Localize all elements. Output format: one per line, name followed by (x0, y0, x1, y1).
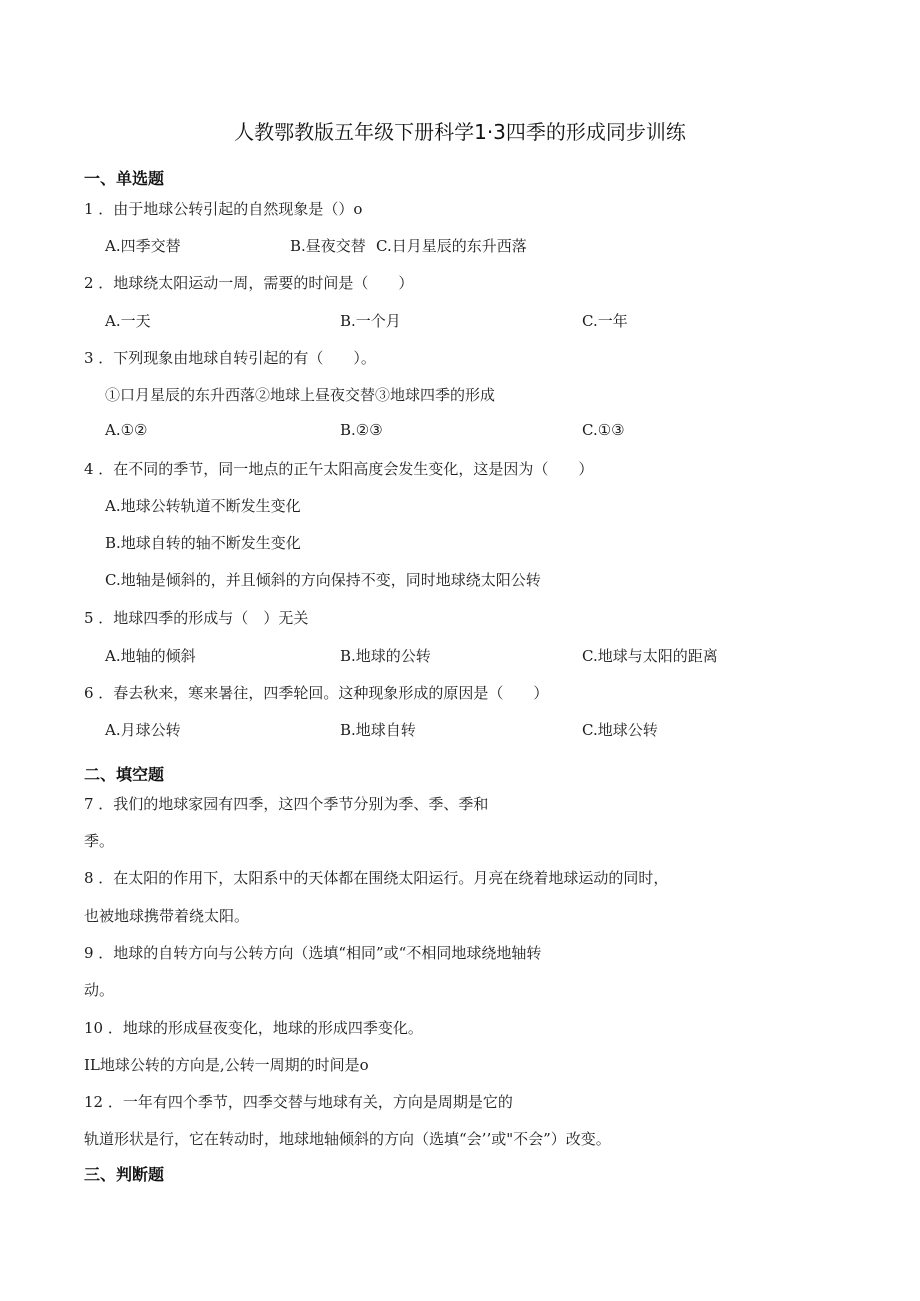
question-5-option-c: C.地球与太阳的距离 (582, 647, 718, 665)
question-6-stem: 6 ．春去秋来，寒来暑往，四季轮回。这种现象形成的原因是（ ） (84, 684, 549, 702)
question-4-stem: 4 ．在不同的季节，同一地点的正午太阳高度会发生变化，这是因为（ ） (84, 460, 594, 478)
question-6-option-b: B.地球自转 (340, 721, 416, 739)
question-12-line-1: 12 ．一年有四个季节，四季交替与地球有关，方向是周期是它的 (84, 1093, 513, 1111)
question-4-option-b: B.地球自转的轴不断发生变化 (105, 534, 301, 552)
question-5-option-b: B.地球的公转 (340, 647, 431, 665)
question-4-option-c: C.地轴是倾斜的，并且倾斜的方向保持不变，同时地球绕太阳公转 (105, 571, 541, 589)
question-8-line-2: 也被地球携带着绕太阳。 (84, 907, 250, 925)
question-9-line-1: 9 ．地球的自转方向与公转方向（选填“相同”或“不相同地球绕地轴转 (84, 944, 542, 962)
question-6-option-c: C.地球公转 (582, 721, 658, 739)
question-6-option-a: A.月球公转 (105, 721, 181, 739)
question-3-option-b: B.②③ (340, 421, 383, 439)
question-7-line-1: 7 ．我们的地球家园有四季，这四个季节分别为季、季、季和 (84, 795, 489, 813)
question-2-option-a: A.一天 (105, 312, 151, 330)
question-2-option-b: B.一个月 (340, 312, 401, 330)
section-heading-true-false: 三、判断题 (84, 1165, 165, 1184)
question-3-stem: 3 ．下列现象由地球自转引起的有（ ）。 (84, 349, 376, 367)
page-title: 人教鄂教版五年级下册科学1·3四季的形成同步训练 (234, 120, 686, 144)
question-5-stem: 5 ．地球四季的形成与（ ）无关 (84, 609, 309, 627)
question-1-option-c: C.日月星辰的东升西落 (376, 237, 527, 255)
question-1-option-b: B.昼夜交替 (290, 237, 366, 255)
question-5-option-a: A.地轴的倾斜 (105, 647, 196, 665)
question-3-statements: ①口月星辰的东升西落②地球上昼夜交替③地球四季的形成 (105, 386, 496, 404)
question-1-option-a: A.四季交替 (105, 237, 181, 255)
question-10: 10 ．地球的形成昼夜变化，地球的形成四季变化。 (84, 1019, 423, 1037)
question-7-line-2: 季。 (84, 832, 115, 850)
question-8-line-1: 8 ．在太阳的作用下，太阳系中的天体都在围绕太阳运行。月亮在绕着地球运动的同时， (84, 869, 669, 887)
question-2-stem: 2 ．地球绕太阳运动一周，需要的时间是（ ） (84, 274, 414, 292)
question-11: IL地球公转的方向是,公转一周期的时间是o (84, 1056, 369, 1074)
question-2-option-c: C.一年 (582, 312, 628, 330)
question-12-line-2: 轨道形状是行，它在转动时，地球地轴倾斜的方向（选填“会’’或"不会”）改变。 (84, 1130, 611, 1148)
question-9-line-2: 动。 (84, 981, 115, 999)
section-heading-fill-in: 二、填空题 (84, 765, 165, 784)
question-1-stem: 1 ．由于地球公转引起的自然现象是（）o (84, 200, 363, 218)
section-heading-single-choice: 一、单选题 (84, 169, 165, 188)
question-3-option-c: C.①③ (582, 421, 625, 439)
question-4-option-a: A.地球公转轨道不断发生变化 (105, 497, 301, 515)
question-3-option-a: A.①② (105, 421, 148, 439)
